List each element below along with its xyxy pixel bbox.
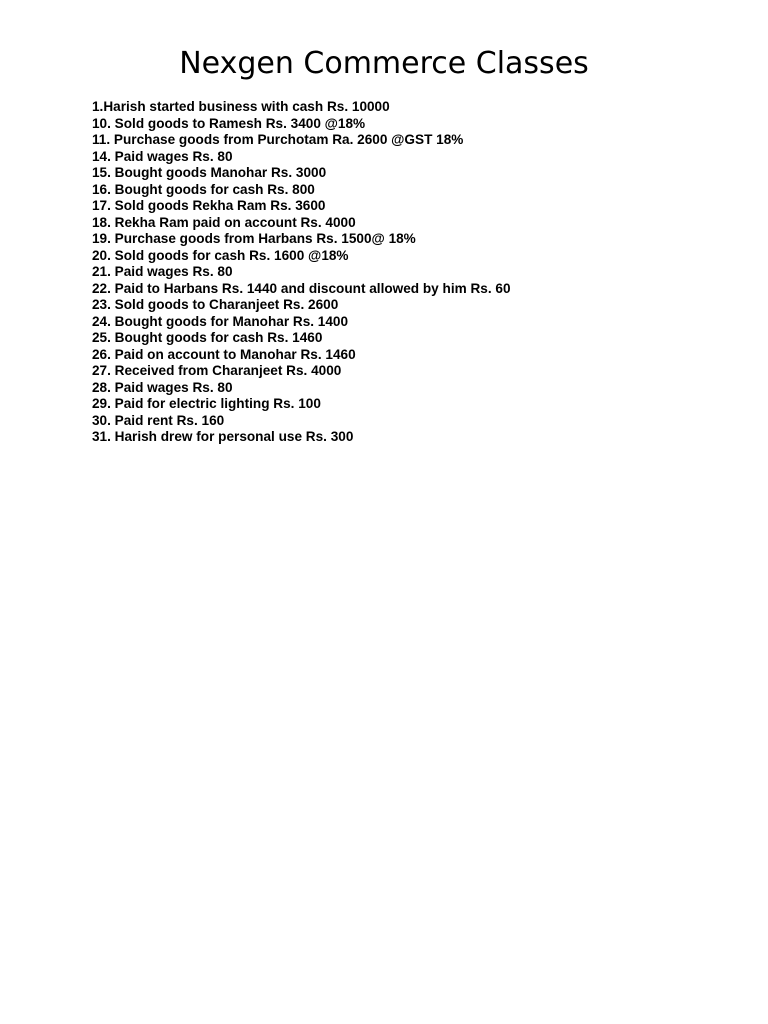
list-item: 26. Paid on account to Manohar Rs. 1460: [92, 346, 356, 362]
transaction-list: [92, 99, 511, 446]
list-item: 21. Paid wages Rs. 80: [92, 264, 233, 279]
list-item: 27. Received from Charanjeet Rs. 4000: [92, 363, 342, 378]
list-item: 22. Paid to Harbans Rs. 1440 and discount allowed by him Rs. 60: [92, 280, 511, 296]
list-item: 28. Paid wages Rs. 80: [92, 379, 233, 395]
list-item: 18. Rekha Ram paid on account Rs. 4000: [92, 214, 356, 230]
list-item: 17. Sold goods Rekha Ram Rs. 3600: [92, 198, 326, 213]
list-item: 15. Bought goods Manohar Rs. 3000: [92, 165, 327, 180]
list-item: 25. Bought goods for cash Rs. 1460: [92, 330, 323, 345]
list-item: 29. Paid for electric lighting Rs. 100: [92, 396, 321, 411]
list-item: 14. Paid wages Rs. 80: [92, 148, 233, 164]
list-item: 16. Bought goods for cash Rs. 800: [92, 181, 315, 197]
page-title: Nexgen Commerce Classes: [179, 46, 589, 81]
list-item: 11. Purchase goods from Purchotam Ra. 2600 @GST 18%: [92, 132, 464, 147]
list-item: 20. Sold goods for cash Rs. 1600 @18%: [92, 247, 349, 263]
list-item: 31. Harish drew for personal use Rs. 300: [92, 429, 354, 444]
list-item: 1.Harish started business with cash Rs. 10000: [92, 99, 390, 114]
list-item: 24. Bought goods for Manohar Rs. 1400: [92, 313, 349, 329]
list-item: 19. Purchase goods from Harbans Rs. 1500@ 18%: [92, 231, 416, 246]
list-item: 30. Paid rent Rs. 160: [92, 412, 225, 428]
list-item: 10. Sold goods to Ramesh Rs. 3400 @18%: [92, 115, 366, 131]
list-item: 23. Sold goods to Charanjeet Rs. 2600: [92, 297, 339, 312]
